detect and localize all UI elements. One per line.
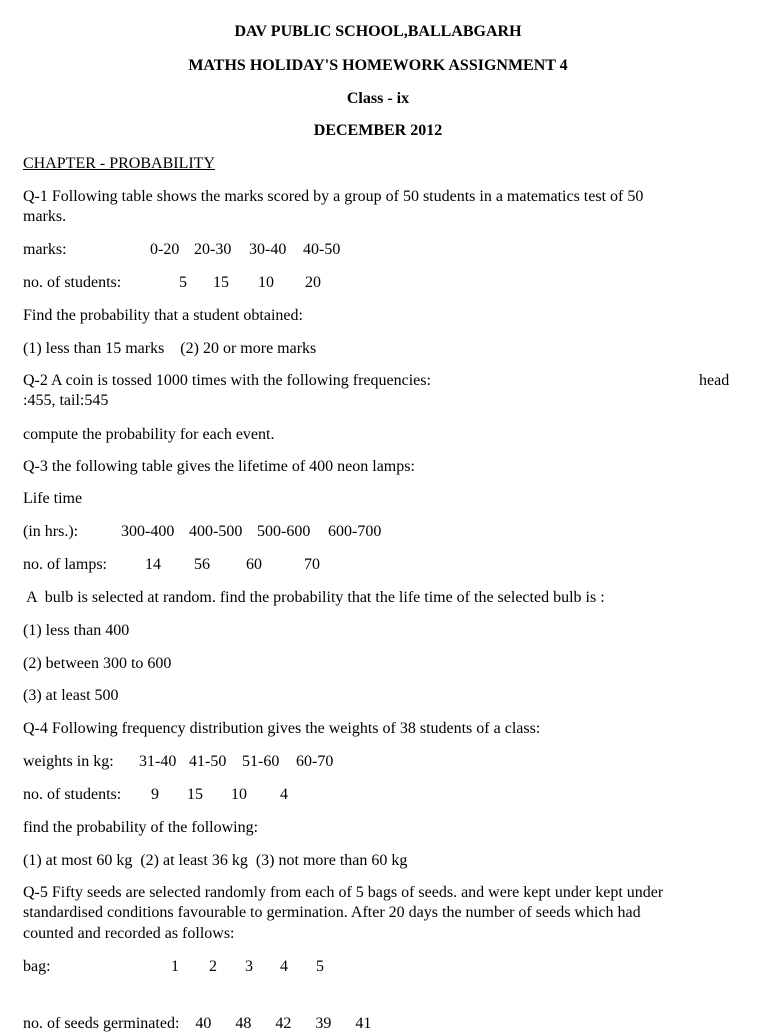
class-label: Class - ix: [346, 90, 410, 107]
q4-students-cell: 10: [231, 786, 247, 803]
q5-bag-label: bag:: [23, 958, 51, 975]
date-label: DECEMBER 2012: [313, 122, 443, 139]
q3-lifetime-label: Life time: [23, 490, 83, 507]
q5-text-line3: counted and recorded as follows:: [23, 925, 235, 942]
q5-text-line1: Q-5 Fifty seeds are selected randomly from each of 5 bags of seeds. and were kept under kept under: [23, 884, 664, 901]
q3-hours-cell: 600-700: [328, 523, 382, 540]
q5-germinated-row-cut: no. of seeds germinated: 40 48 42 39 41: [23, 1015, 372, 1032]
q1-ask: Find the probability that a student obtained:: [23, 307, 303, 324]
q4-students-cell: 9: [151, 786, 159, 803]
q3-part2: (2) between 300 to 600: [23, 655, 172, 672]
q5-bag-cell: 2: [209, 958, 217, 975]
q1-marks-cell: 0-20: [150, 241, 180, 258]
q4-weights-cell: 60-70: [296, 753, 334, 770]
q2-text-line1-right: head: [699, 372, 730, 389]
q3-hours-label: (in hrs.):: [23, 523, 79, 540]
q3-text: Q-3 the following table gives the lifetime of 400 neon lamps:: [23, 458, 415, 475]
q3-lamps-label: no. of lamps:: [23, 556, 107, 573]
q4-parts: (1) at most 60 kg (2) at least 36 kg (3) not more than 60 kg: [23, 852, 408, 869]
q5-bag-cell: 5: [316, 958, 324, 975]
q3-lamps-cell: 14: [145, 556, 161, 573]
q2-text-line1: Q-2 A coin is tossed 1000 times with the following frequencies:: [23, 372, 431, 389]
q3-lamps-cell: 60: [246, 556, 262, 573]
q5-bag-cell: 3: [245, 958, 253, 975]
q3-part3: (3) at least 500: [23, 687, 119, 704]
q5-bag-cell: 1: [171, 958, 179, 975]
q4-students-cell: 15: [187, 786, 203, 803]
q4-text: Q-4 Following frequency distribution gives the weights of 38 students of a class:: [23, 720, 541, 737]
q5-bag-cell: 4: [280, 958, 288, 975]
q4-students-label: no. of students:: [23, 786, 122, 803]
q5-text-line2: standardised conditions favourable to germination. After 20 days the number of seeds which had: [23, 904, 641, 921]
q1-students-cell: 5: [179, 274, 187, 291]
q4-weights-label: weights in kg:: [23, 753, 114, 770]
q1-marks-label: marks:: [23, 241, 67, 258]
q4-students-cell: 4: [280, 786, 288, 803]
q3-hours-cell: 400-500: [189, 523, 243, 540]
q4-weights-cell: 51-60: [242, 753, 280, 770]
q2-text-line2: :455, tail:545: [23, 392, 109, 409]
q3-hours-cell: 500-600: [257, 523, 311, 540]
q1-students-cell: 10: [258, 274, 274, 291]
q1-text-line1: Q-1 Following table shows the marks scored by a group of 50 students in a matematics test of 50: [23, 188, 644, 205]
q1-parts: (1) less than 15 marks (2) 20 or more marks: [23, 340, 317, 357]
q3-lamps-cell: 56: [194, 556, 210, 573]
q2-ask: compute the probability for each event.: [23, 426, 275, 443]
chapter-heading: CHAPTER - PROBABILITY: [23, 155, 216, 172]
q1-text-line2: marks.: [23, 208, 67, 225]
q3-part1: (1) less than 400: [23, 622, 130, 639]
q3-lamps-cell: 70: [304, 556, 320, 573]
q4-ask: find the probability of the following:: [23, 819, 259, 836]
q3-ask: A bulb is selected at random. find the probability that the life time of the selected bulb is :: [23, 589, 605, 606]
q4-weights-cell: 31-40: [139, 753, 177, 770]
q1-marks-cell: 20-30: [194, 241, 232, 258]
q3-hours-cell: 300-400: [121, 523, 175, 540]
assignment-title: MATHS HOLIDAY'S HOMEWORK ASSIGNMENT 4: [188, 57, 568, 74]
q1-students-cell: 15: [213, 274, 229, 291]
school-name: DAV PUBLIC SCHOOL,BALLABGARH: [234, 23, 522, 40]
q1-students-cell: 20: [305, 274, 321, 291]
q1-marks-cell: 40-50: [303, 241, 341, 258]
q4-weights-cell: 41-50: [189, 753, 227, 770]
q1-students-label: no. of students:: [23, 274, 122, 291]
q1-marks-cell: 30-40: [249, 241, 287, 258]
